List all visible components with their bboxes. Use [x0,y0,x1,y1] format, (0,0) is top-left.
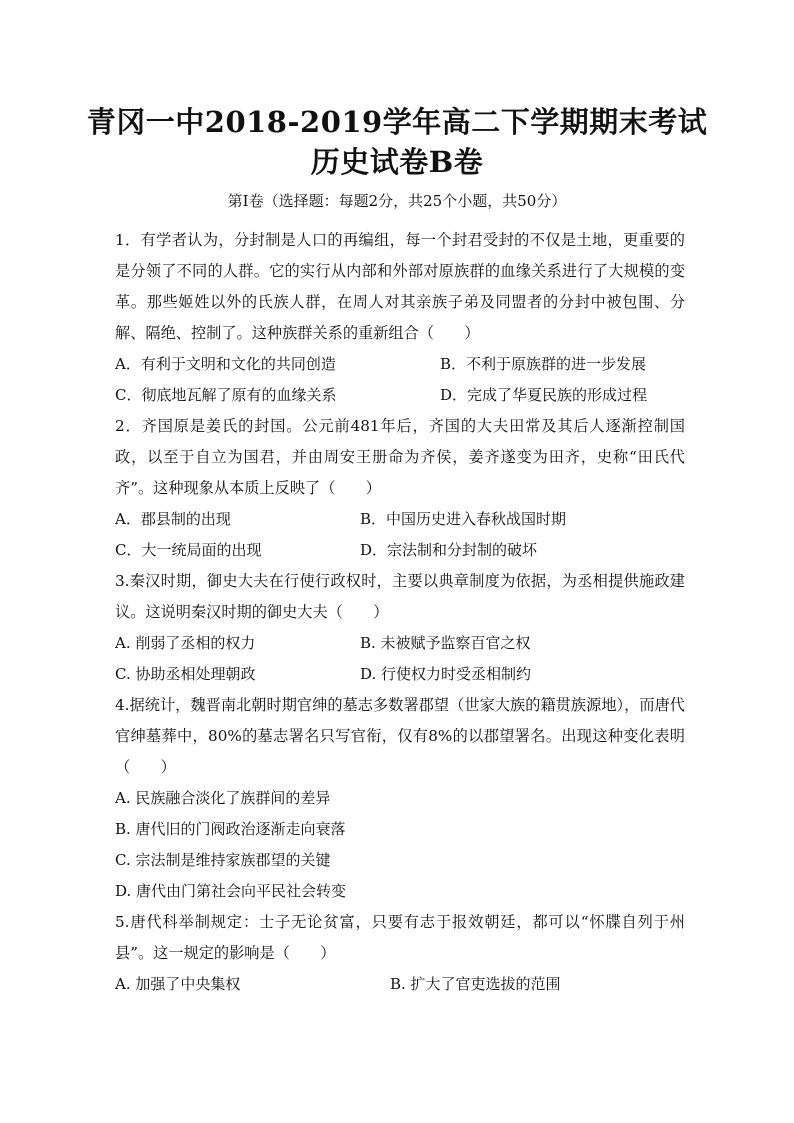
option-a: A. 民族融合淡化了族群间的差异 [115,789,331,807]
question-list [115,225,685,1000]
question-2 [115,411,685,566]
option-row [115,349,685,380]
question-stem: 4.据统计，魏晋南北朝时期官绅的墓志多数署郡望（世家大族的籍贯族源地），而唐代官绅墓葬中，80%的墓志署名只写官衔，仅有8%的以郡望署名。出现这种变化表明（ ） [115,696,685,776]
option-row [115,504,685,535]
question-5 [115,907,685,1000]
question-stem: 5.唐代科举制规定：士子无论贫富，只要有志于报效朝廷，都可以“怀牒自列于州县”。这一规定的影响是（ ） [115,913,685,962]
option-c: C. 协助丞相处理朝政 [115,665,256,683]
question-4 [115,690,685,907]
option-b: B. 扩大了官吏选拔的范围 [390,975,561,993]
option-a: A. 加强了中央集权 [115,975,241,993]
option-d: D．完成了华夏民族的形成过程 [440,386,648,404]
option-b: B．不利于原族群的进一步发展 [440,355,647,373]
option-c: C．彻底地瓦解了原有的血缘关系 [115,386,337,404]
question-stem: 3.秦汉时期，御史大夫在行使行政权时，主要以典章制度为依据，为丞相提供施政建议。这说明秦汉时期的御史大夫（ ） [115,572,685,621]
question-stem: 1．有学者认为，分封制是人口的再编组，每一个封君受封的不仅是土地，更重要的是分领了不同的人群。它的实行从内部和外部对原族群的血缘关系进行了大规模的变革。那些姬姓以外的氏族人群，在周人对其亲族子弟及同盟者的分封中被包围、分解、隔绝、控制了。这种族群关系的重新组合（ ） [115,231,685,342]
option-row [115,380,685,411]
option-row [115,845,685,876]
question-stem: 2．齐国原是姜氏的封国。公元前481年后，齐国的大夫田常及其后人逐渐控制国政，以至于自立为国君，并由周安王册命为齐侯，姜齐遂变为田齐，史称“田氏代齐”。这种现象从本质上反映了（ ） [115,417,685,497]
question-1 [115,225,685,411]
option-a: A．郡县制的出现 [115,510,231,528]
exam-title: 青冈一中2018-2019学年高二下学期期末考试 [86,105,708,139]
option-c: C．大一统局面的出现 [115,541,262,559]
option-a: A. 削弱了丞相的权力 [115,634,256,652]
option-b: B. 唐代旧的门阀政治逐渐走向衰落 [115,820,346,838]
option-row [115,659,685,690]
option-row [115,814,685,845]
option-a: A．有利于文明和文化的共同创造 [115,355,336,373]
option-row [115,628,685,659]
section-heading: 第Ⅰ卷（选择题：每题2分，共25个小题，共50分） [227,192,567,210]
question-3 [115,566,685,690]
option-c: C. 宗法制是维持家族郡望的关键 [115,851,331,869]
option-b: B．中国历史进入春秋战国时期 [360,510,567,528]
option-row [115,783,685,814]
option-d: D. 行使权力时受丞相制约 [360,665,532,683]
option-b: B. 未被赋予监察百官之权 [360,634,531,652]
option-d: D. 唐代由门第社会向平民社会转变 [115,882,347,900]
exam-subtitle: 历史试卷B卷 [310,145,484,179]
option-row [115,535,685,566]
option-row [115,969,685,1000]
option-row [115,876,685,907]
option-d: D．宗法制和分封制的破坏 [360,541,538,559]
